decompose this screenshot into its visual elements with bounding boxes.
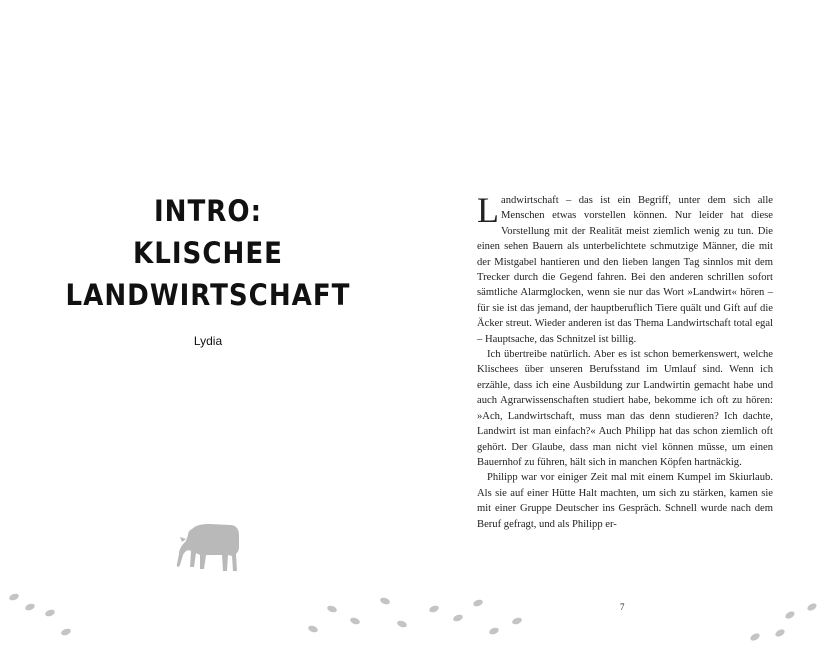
chapter-title-line: INTRO:: [153, 194, 263, 228]
chapter-title-line: KLISCHEE: [133, 236, 283, 270]
paragraph: Philipp war vor einiger Zeit mal mit einem Kumpel im Skiurlaub. Als sie auf einer Hütte Halt machten, um sich zu stärken, kamen sie mit einer Gruppe Deutscher ins Gespräch. Schnell wurde nach dem Beruf gefragt, und als Philipp er-: [477, 472, 773, 530]
hoof-prints-icon: [0, 585, 833, 648]
page-number: 7: [620, 602, 625, 612]
drop-cap: L: [477, 190, 499, 230]
left-page: [0, 0, 416, 648]
chapter-title-line: LANDWIRTSCHAFT: [65, 278, 351, 312]
paragraph: Ich übertreibe natürlich. Aber es ist schon bemerkenswert, welche Klischees über unseren Berufsstand im Umlauf sind. Wenn ich erzähle, dass ich eine Ausbildung zur Landwirtin gemacht habe und auch Agrarwissenschaften studiert habe, bekomme ich oft zu hören: »Ach, Landwirtschaft, muss man das denn studieren? Ich dachte, Landwirt ist man einfach?« Auch Philipp hat das schon ziemlich oft gehört. Der Glaube, dass man nicht viel können müsse, um einen Bauernhof zu führen, hält sich in manchen Köpfen hartnäckig.: [477, 349, 773, 468]
paragraph-text: andwirtschaft – das ist ein Begriff, unter dem sich alle Menschen etwas vorstellen können. Nur leider hat diese Vorstellung mit der Realität meist ziemlich wenig zu tun. Die einen sehen Bauern als unterbelichtete schmutzige Männer, die mit der Mistgabel hantieren und den lieben langen Tag sinnlos mit dem Trecker durch die Gegend fahren. Bei den anderen schrillen sofort sämtliche Alarmglocken, wenn sie nur das Wort »Landwirt« hören – für sie ist das jemand, der hauptberuflich Tiere quält und Gift auf die Äcker streut. Wieder anderen ist das Thema Landwirtschaft total egal – Hauptsache, das Schnitzel ist billig.: [477, 195, 773, 345]
cow-silhouette-icon: [176, 521, 240, 573]
chapter-title: [0, 190, 416, 316]
paragraph: [477, 190, 773, 347]
chapter-author: Lydia: [193, 334, 223, 348]
body-text: [477, 190, 773, 532]
